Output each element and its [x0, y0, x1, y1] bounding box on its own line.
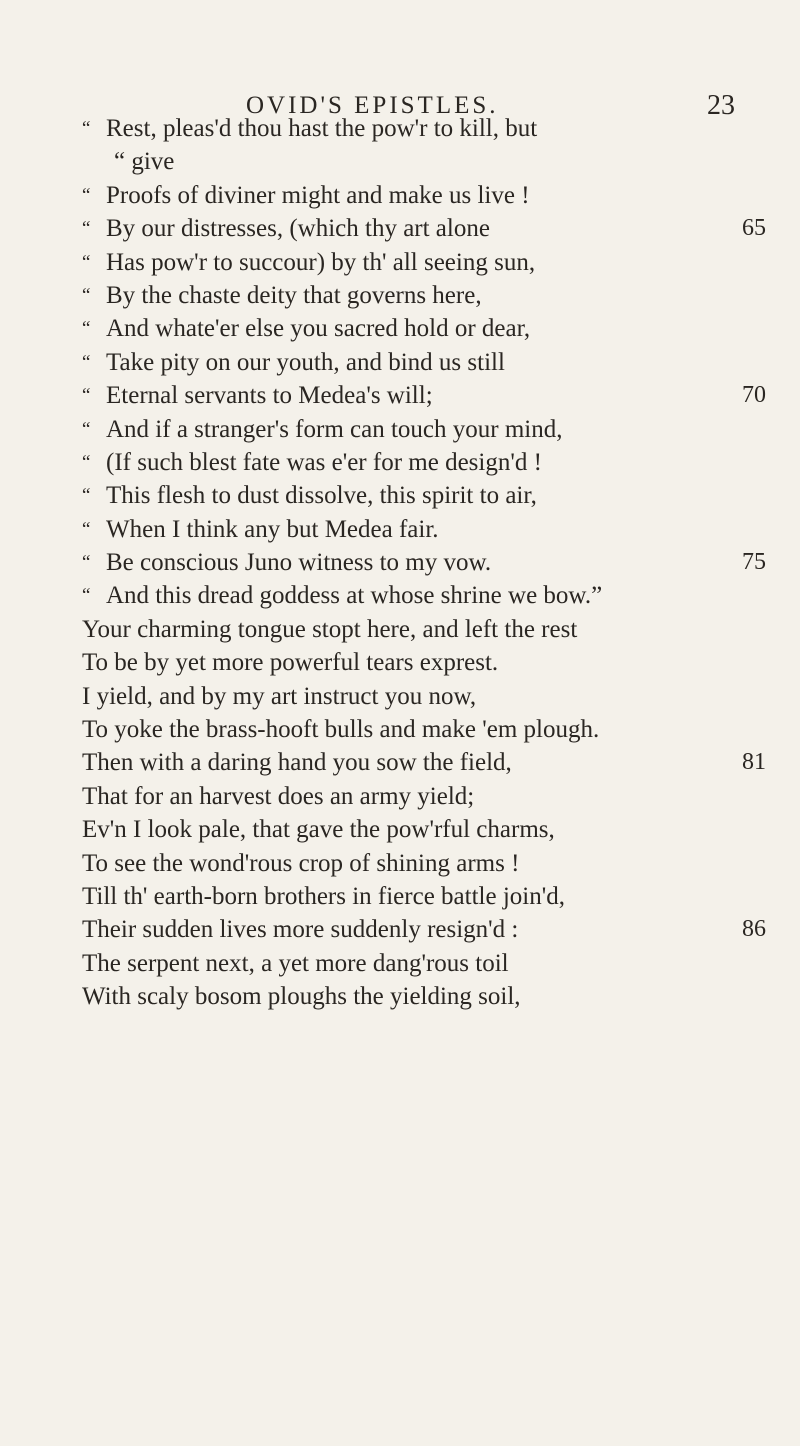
verse-line	[0, 880, 800, 913]
verse-line	[0, 913, 800, 946]
quote-mark: “	[82, 318, 91, 340]
verse-text: That for an harvest does an army yield;	[82, 782, 475, 810]
verse-line	[0, 780, 800, 813]
verse-line	[0, 980, 800, 1013]
verse-text: This flesh to dust dissolve, this spirit to air,	[106, 482, 537, 510]
verse-text: The serpent next, a yet more dang'rous toil	[82, 949, 509, 977]
verse-body	[0, 112, 800, 1014]
quote-mark: “	[82, 485, 91, 507]
page-number: 23	[707, 90, 735, 121]
verse-line	[0, 546, 800, 579]
verse-text: By the chaste deity that governs here,	[106, 281, 482, 309]
verse-line	[0, 713, 800, 746]
verse-line	[0, 479, 800, 512]
verse-line	[0, 179, 800, 212]
verse-text: To be by yet more powerful tears exprest.	[82, 649, 499, 677]
quote-mark: “	[82, 351, 91, 373]
line-number: 70	[742, 382, 766, 409]
verse-line	[0, 579, 800, 612]
verse-line	[0, 446, 800, 479]
verse-text: Your charming tongue stopt here, and left the rest	[82, 615, 578, 643]
quote-mark: “	[82, 518, 91, 540]
line-number: 75	[742, 549, 766, 576]
verse-line	[0, 413, 800, 446]
verse-text: By our distresses, (which thy art alone	[106, 215, 490, 243]
quote-mark: “	[82, 284, 91, 306]
verse-line	[0, 847, 800, 880]
verse-line	[0, 312, 800, 345]
verse-text: Rest, pleas'd thou hast the pow'r to kill, but	[106, 115, 538, 142]
verse-line	[0, 246, 800, 279]
quote-mark: “	[82, 118, 91, 139]
verse-text: Be conscious Juno witness to my vow.	[106, 549, 492, 577]
verse-text: To see the wond'rous crop of shining arms !	[82, 849, 520, 877]
quote-mark: “	[82, 218, 91, 240]
verse-text: Take pity on our youth, and bind us still	[106, 348, 505, 376]
verse-text: With scaly bosom ploughs the yielding soil,	[82, 983, 521, 1011]
verse-text: Proofs of diviner might and make us live !	[106, 181, 530, 209]
verse-text: To yoke the brass-hooft bulls and make 'em plough.	[82, 716, 600, 744]
verse-line	[0, 947, 800, 980]
verse-line	[0, 646, 800, 679]
verse-line	[0, 112, 800, 145]
verse-line	[0, 379, 800, 412]
verse-text: Eternal servants to Medea's will;	[106, 382, 433, 410]
verse-text: “ give	[114, 148, 175, 176]
verse-line	[0, 813, 800, 846]
quote-mark: “	[82, 385, 91, 407]
line-number: 65	[742, 215, 766, 242]
verse-text: (If such blest fate was e'er for me design'd !	[106, 448, 542, 476]
quote-mark: “	[82, 451, 91, 473]
running-title: OVID'S EPISTLES.	[246, 92, 499, 119]
verse-text: Ev'n I look pale, that gave the pow'rful charms,	[82, 816, 555, 844]
verse-line	[0, 279, 800, 312]
verse-text: And if a stranger's form can touch your mind,	[106, 415, 563, 443]
verse-text: Has pow'r to succour) by th' all seeing sun,	[106, 248, 536, 276]
verse-line	[0, 145, 800, 178]
line-number: 81	[742, 749, 766, 776]
verse-text: And this dread goddess at whose shrine we bow.”	[106, 582, 603, 610]
verse-text: Their sudden lives more suddenly resign'd :	[82, 916, 519, 944]
verse-line	[0, 746, 800, 779]
verse-line	[0, 513, 800, 546]
quote-mark: “	[82, 251, 91, 273]
verse-text: Then with a daring hand you sow the field,	[82, 749, 512, 777]
verse-text: And whate'er else you sacred hold or dear,	[106, 315, 531, 343]
verse-line	[0, 346, 800, 379]
verse-line	[0, 613, 800, 646]
verse-line	[0, 680, 800, 713]
verse-text: When I think any but Medea fair.	[106, 515, 439, 543]
quote-mark: “	[82, 585, 91, 607]
quote-mark: “	[82, 184, 91, 206]
verse-line	[0, 212, 800, 245]
quote-mark: “	[82, 552, 91, 574]
verse-text: I yield, and by my art instruct you now,	[82, 682, 477, 710]
quote-mark: “	[82, 418, 91, 440]
verse-text: Till th' earth-born brothers in fierce battle join'd,	[82, 882, 565, 910]
line-number: 86	[742, 916, 766, 943]
